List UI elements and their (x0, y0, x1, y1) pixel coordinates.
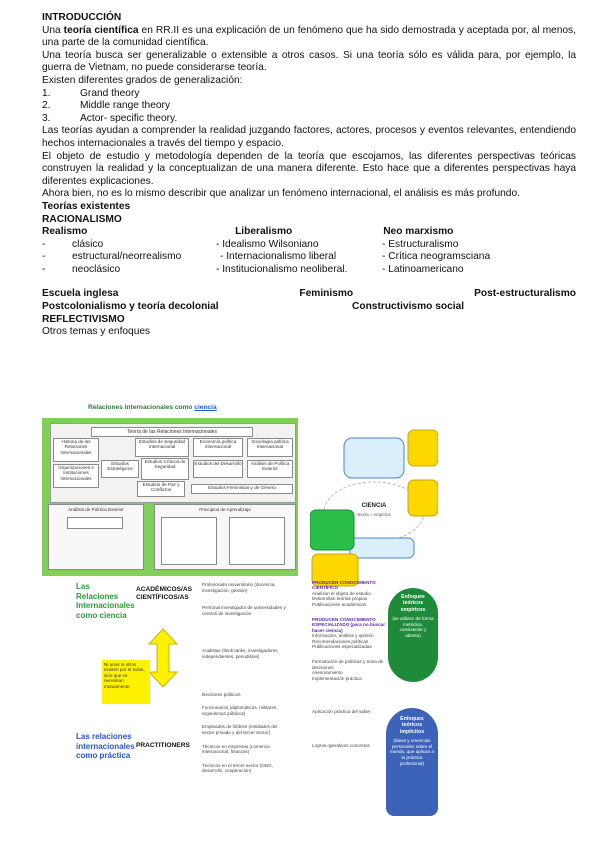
principles-col (229, 517, 285, 565)
paragraph-4: Las teorías ayudan a comprender la realidad juzgando factores, actores, procesos y eventos relevantes, entendiendo hechos internacionales a través del tiempo y espacio. (42, 125, 576, 149)
principles-box (154, 504, 296, 570)
ciencia-sublabel: teoría + empírica (357, 512, 391, 517)
theory-inner-panel (50, 423, 296, 503)
grade-text: Actor- specific theory. (80, 112, 178, 124)
science-cycle-diagram (310, 410, 438, 590)
actors-column (202, 582, 290, 774)
principles-title: Principios de Aprendizaje (199, 507, 251, 512)
realismo-item: neoclásico (72, 263, 121, 275)
green-oval-text: (se utilizan de forma metódica, consistente y abierta) (392, 616, 434, 638)
theory-row: - neoclásico - Institucionalismo neoliberal. - Latinoamericano (42, 264, 576, 277)
feminismo: Feminismo (299, 288, 354, 300)
theory-columns-header (42, 226, 576, 239)
theory-row: - estructural/neorrealismo - Internacionalismo liberal - Crítica neogramsciana (42, 251, 576, 264)
constructivismo: Constructivismo social (352, 301, 465, 313)
grade-item (42, 113, 576, 126)
cycle-node-yellow (408, 480, 438, 516)
green-oval (388, 588, 438, 682)
liberalismo-item: - Idealismo Wilsoniano (216, 238, 319, 250)
subfield-box: Estudios de Seguridad Internacional (135, 438, 189, 457)
knowledge-item: Aplicación práctica del saber (312, 709, 371, 715)
figure-title-link: ciencia (194, 404, 217, 411)
subfield-box: Estudios Feministas y de Género (191, 484, 293, 494)
ciencia-label: CIENCIA (361, 503, 387, 509)
p1-bold: teoría científica (63, 24, 139, 36)
theories-heading: Teorías existentes (42, 200, 131, 212)
grade-text: Middle range theory (80, 100, 171, 112)
post-estructuralismo: Post-estructuralismo (474, 288, 576, 300)
knowledge-item: Asesoramiento (312, 670, 343, 676)
actor-item: Analistas (think tanks, investigadores independientes, periodistas) (202, 648, 278, 659)
subfield-box: Estudios del Desarrollo (193, 460, 243, 478)
ri-diagram-figure (42, 402, 436, 820)
knowledge-heading: PRODUCEN CONOCIMIENTO ESPECIALIZADO (para no buscar hacer ciencia) (312, 617, 386, 633)
reflective-row-2 (42, 301, 576, 314)
actor-item: Decisores políticos (202, 691, 241, 697)
liberalismo-heading: Liberalismo (235, 226, 293, 238)
knowledge-column (312, 580, 386, 748)
knowledge-item: Desarrollan teorías propias (312, 596, 368, 602)
knowledge-item: Publicaciones especializadas (312, 644, 372, 650)
blue-oval (386, 708, 438, 816)
practitioners-label: PRACTITIONERS (136, 742, 190, 749)
subfield-box: Estudios Críticos de Seguridad (141, 458, 189, 480)
intro-heading: INTRODUCCIÓN (42, 12, 122, 23)
subfield-box: Estudios Estratégicos (101, 460, 139, 478)
ri-practica-label: Las relaciones internacionales como práctica (76, 732, 135, 760)
grade-text: Grand theory (80, 87, 140, 99)
analysis-title: Análisis de Política Exterior (68, 507, 124, 512)
subfield-box: Sociología política internacional (247, 438, 293, 457)
p1-end: en RR.II es una explicación de un fenómeno que ha sido demostrada y aceptada por, al menos, una parte de la comunidad científica. (42, 24, 576, 49)
knowledge-heading: PRODUCEN CONOCIMIENTO CIENTÍFICO (312, 580, 376, 591)
actor-item: Técnicos en empresas (comercio internacional, finanzas) (202, 743, 270, 755)
yellow-note: Ni unos ni otros existen por sí solos, sino que se necesitan mutuamente (102, 660, 150, 704)
grade-num: 2. (42, 100, 51, 112)
analysis-inner-box (67, 517, 123, 529)
knowledge-item: Recomendaciones políticas (312, 638, 369, 644)
paragraph-6: Ahora bien, no es lo mismo describir que analizar un fenómeno internacional, el análisis es más profundo. (42, 188, 520, 200)
green-oval-title: Enfoques teóricos empíricos (400, 594, 426, 613)
yellow-arrow-icon (149, 629, 177, 687)
actor-item: Empleados de lobbies (entidades del sector privado y del tercer sector) (202, 724, 278, 735)
principles-col (161, 517, 217, 565)
reflectivismo-heading: REFLECTIVISMO (42, 313, 125, 325)
paragraph-5: El objeto de estudio y metodología dependen de la teoría que escojamos, las diferentes perspectivas teóricas construyen la realidad y la conceptualizan de una manera diferente. Esto hace que a diferentes perspectivas haya diferentes explicaciones. (42, 150, 576, 187)
actor-item: Funcionarios (diplomáticos, militares, organismos públicos) (202, 705, 278, 716)
knowledge-item: Analizan el objeto de estudio (312, 590, 371, 596)
academicos-label: ACADÉMICOS/AS CIENTÍFICOS/AS (136, 586, 193, 601)
knowledge-item: Logros operativos concretos (312, 742, 370, 748)
postcolonialismo: Postcolonialismo y teoría decolonial (42, 301, 219, 313)
liberalismo-item: - Institucionalismo neoliberal. (216, 263, 348, 275)
blue-oval-text: (ideas y creencias personales sobre el mundo, que aplican a la práctica profesional) (390, 738, 434, 766)
subfield-box: Historia de las Relaciones Internacionales (53, 438, 99, 462)
knowledge-item: Formulación de políticas y toma de decisiones (312, 659, 384, 670)
otros-temas: Otros temas y enfoques (42, 326, 151, 338)
analysis-box (48, 504, 144, 570)
ri-ciencia-label: Las Relaciones Internacionales como ciencia (76, 582, 135, 620)
realismo-item: clásico (72, 238, 104, 250)
figure-title (88, 404, 217, 411)
subfield-box: Organizaciones e Instituciones Internacionales (53, 464, 99, 488)
reflective-row-1 (42, 288, 576, 301)
knowledge-item: Información, análisis y opinión (312, 633, 374, 639)
neomarxismo-item: - Crítica neogramsciana (382, 251, 491, 263)
subfield-box: Análisis de Política Exterior (247, 460, 293, 478)
actor-item: Profesorado universitario (docencia, investigación, gestión) (202, 582, 276, 593)
theory-row: - clásico - Idealismo Wilsoniano - Estructuralismo (42, 239, 576, 252)
subfield-box: Estudios de Paz y Conflictos (137, 481, 185, 497)
actor-item: Técnicos en el tercer sector (ONG, desarrollo, cooperación) (202, 762, 273, 774)
document-body (42, 12, 576, 339)
theory-panel (42, 418, 298, 576)
escuela-inglesa: Escuela inglesa (42, 288, 119, 300)
paragraph-2: Una teoría busca ser generalizable o extensible a otros casos. Si una teoría sólo es válida para, por ejemplo, la guerra de Vietnam, no puede considerarse teoría. (42, 49, 576, 74)
grade-num: 3. (42, 112, 51, 124)
grade-num: 1. (42, 87, 51, 99)
realismo-heading: Realismo (42, 226, 88, 238)
cycle-node-yellow (408, 430, 438, 466)
realismo-item: estructural/neorrealismo (72, 251, 182, 263)
grade-item (42, 100, 576, 113)
neomarxismo-heading: Neo marxismo (383, 226, 454, 238)
grade-item (42, 88, 576, 101)
paragraph-3: Existen diferentes grados de generalización: (42, 74, 243, 86)
neomarxismo-item: - Latinoamericano (382, 263, 464, 275)
subfield-box: Economía política internacional (193, 438, 243, 457)
knowledge-item: Implementación práctica (312, 675, 362, 681)
cycle-node-blue (350, 538, 414, 558)
bidirectional-arrow (148, 628, 178, 688)
liberalismo-item: - Internacionalismo liberal (220, 251, 337, 263)
cycle-node-blue (344, 438, 404, 478)
p1-start: Una (42, 24, 64, 36)
actor-item: Personal investigador de universidades y centros de investigación (202, 605, 286, 616)
paragraph-1 (42, 25, 576, 50)
knowledge-item: Publicaciones académicas (312, 601, 367, 607)
figure-title-text: Relaciones Internacionales como (88, 404, 195, 411)
blue-oval-title: Enfoques teóricos implícitos (399, 716, 425, 735)
panel-title: Teoría de las Relaciones Internacionales (91, 427, 253, 437)
neomarxismo-item: - Estructuralismo (382, 238, 459, 250)
racionalismo-heading: RACIONALISMO (42, 213, 122, 225)
